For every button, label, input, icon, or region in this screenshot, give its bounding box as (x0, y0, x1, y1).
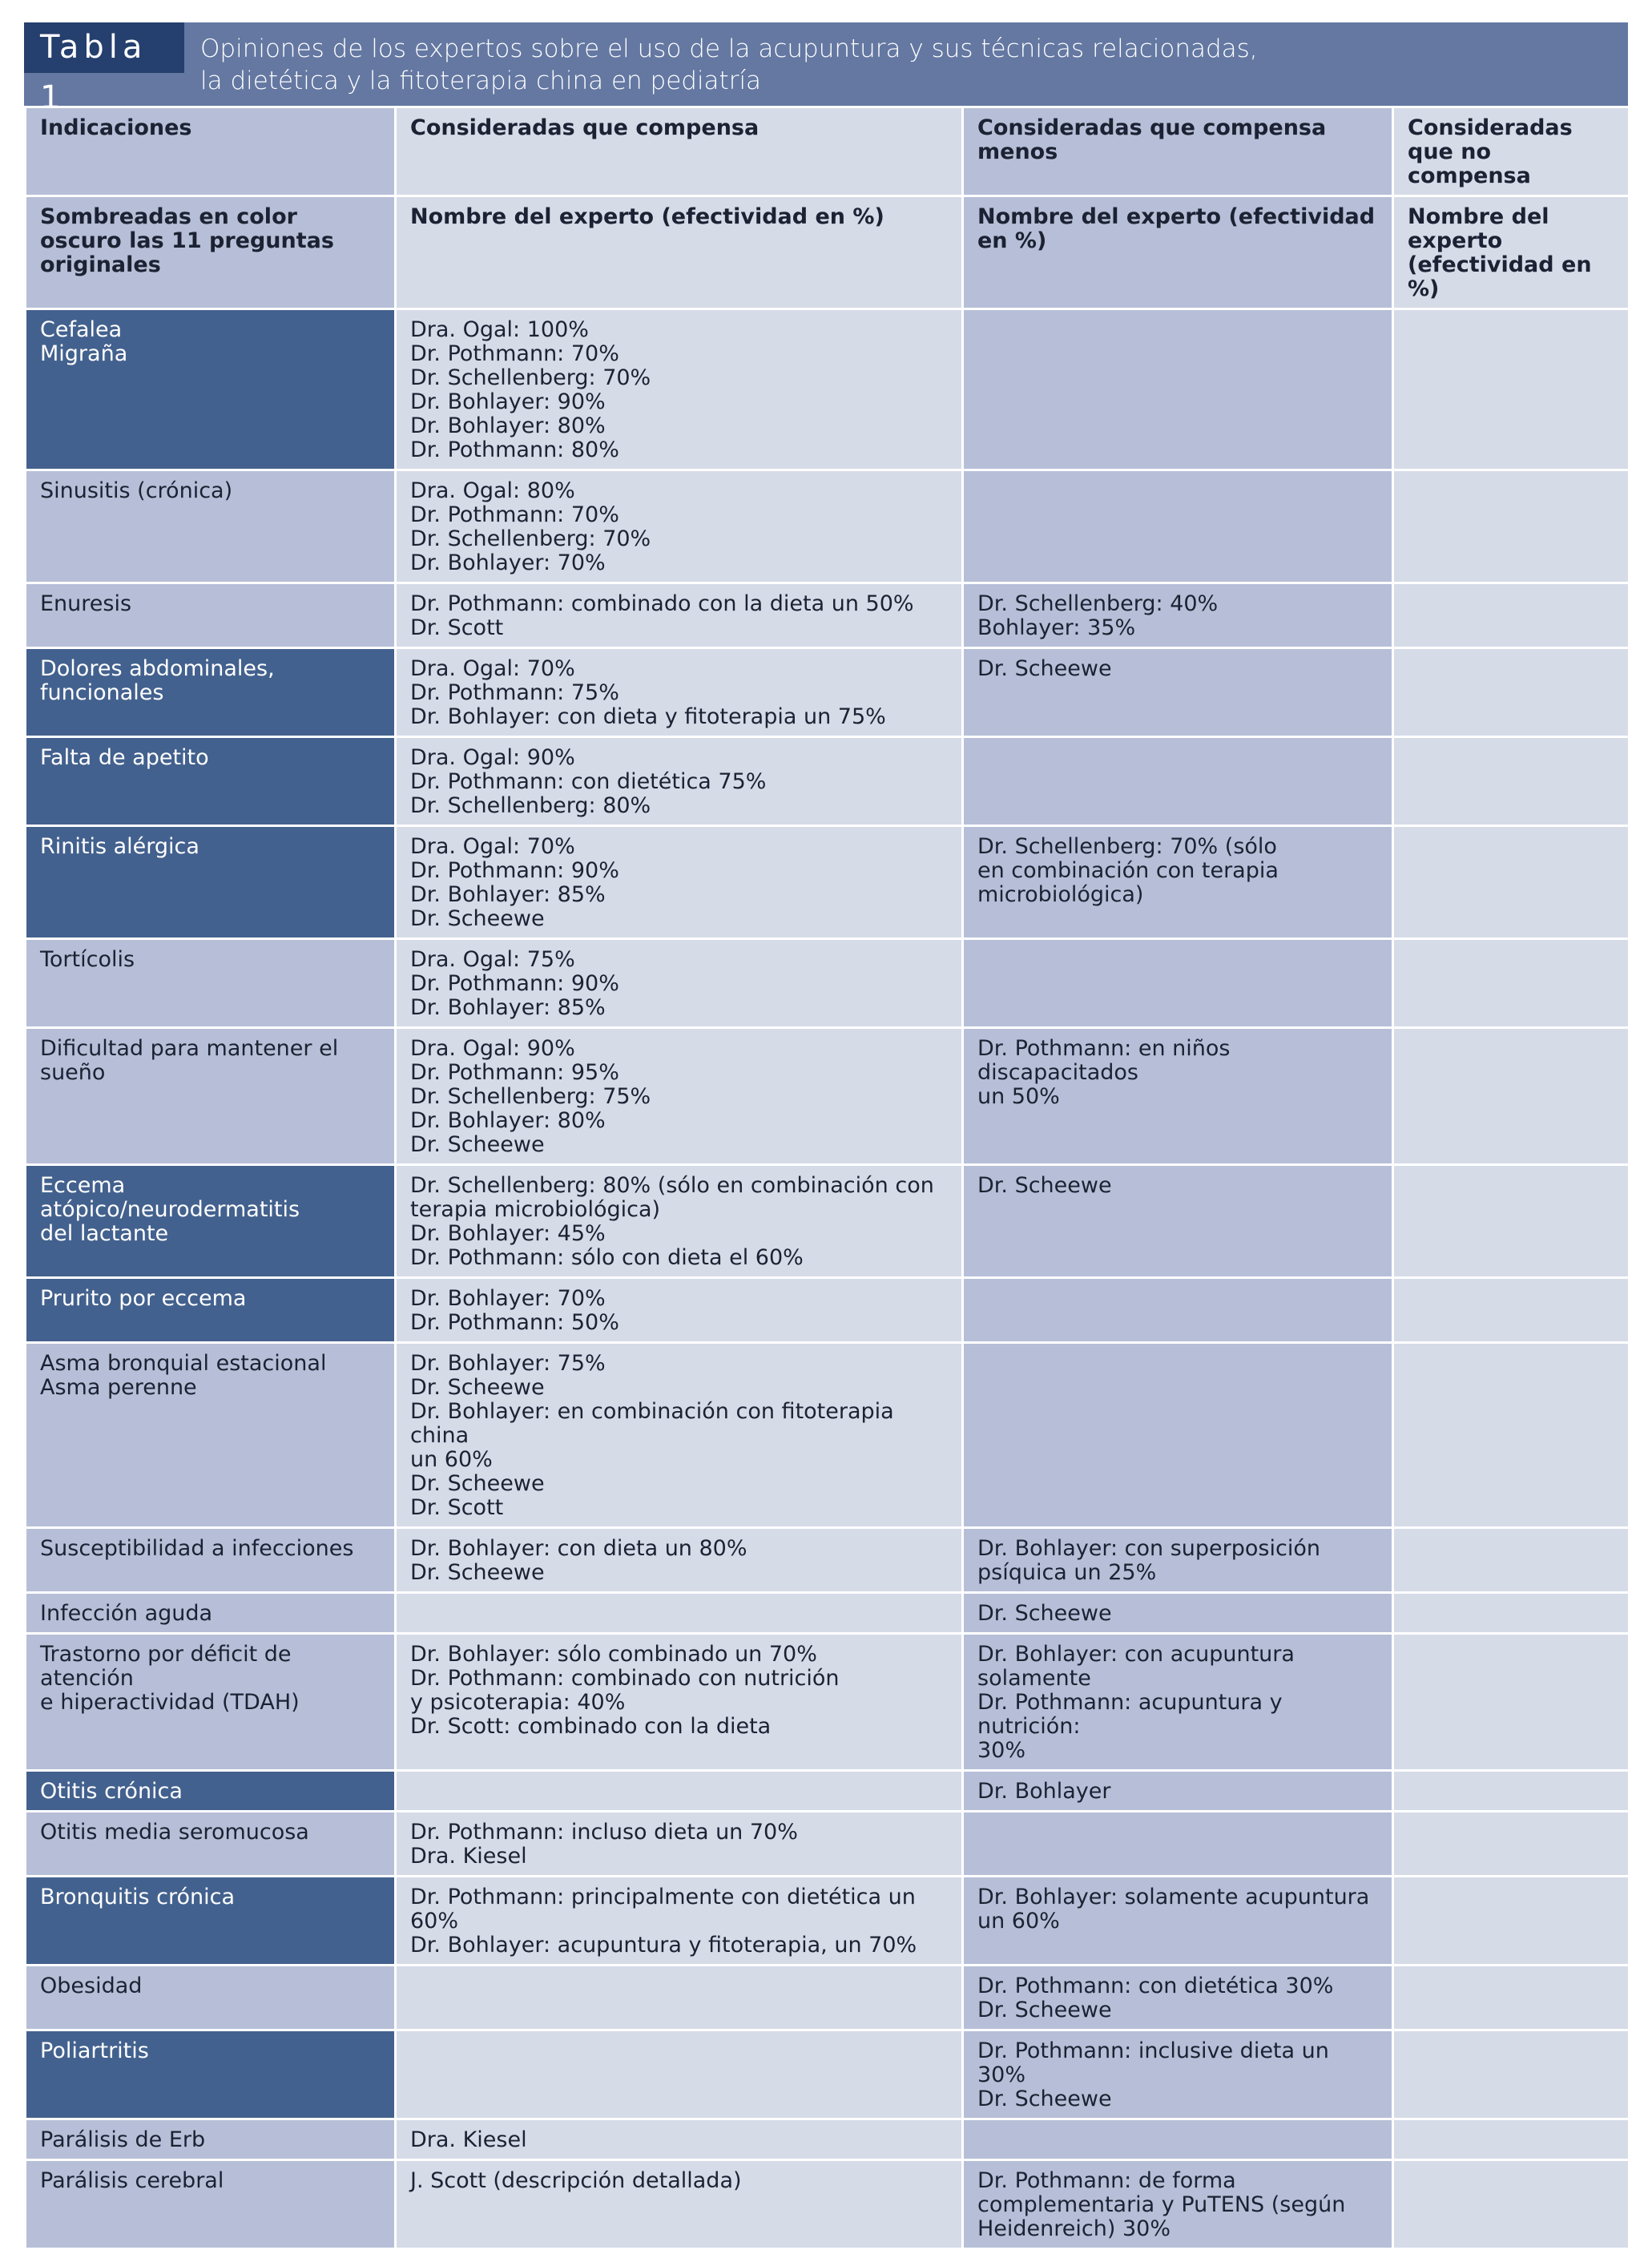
cell-line: Dr. Scheewe (977, 656, 1112, 681)
cell-no-compensa (1393, 648, 1630, 737)
cell-indicacion (26, 309, 396, 470)
table-row (26, 2030, 1630, 2119)
cell-line: Dolores abdominales, (40, 656, 275, 681)
cell-no-compensa (1393, 826, 1630, 939)
table-title (200, 33, 1610, 97)
cell-no-compensa (1393, 737, 1630, 826)
cell-compensa (396, 1812, 963, 1877)
cell-line: Dr. Scott (410, 615, 504, 640)
cell-line: Tortícolis (40, 947, 135, 972)
cell-compensa (396, 1343, 963, 1528)
cell-line: Dr. Bohlayer: acupuntura y fitoterapia, un 70% (410, 1933, 917, 1958)
cell-line: Dr. Pothmann: 90% (410, 858, 619, 883)
cell-compensa (396, 2119, 963, 2160)
cell-compensa-menos (963, 1028, 1393, 1165)
table-row (26, 2160, 1630, 2249)
cell-line: Dr. Bohlayer: con dieta y fitoterapia un 75% (410, 704, 886, 729)
cell-no-compensa (1393, 1528, 1630, 1593)
cell-compensa (396, 470, 963, 583)
cell-compensa-menos (963, 939, 1393, 1028)
cell-compensa-menos (963, 2030, 1393, 2119)
cell-compensa (396, 583, 963, 648)
cell-no-compensa (1393, 2119, 1630, 2160)
cell-line: Dr. Scheewe (410, 1560, 545, 1585)
cell-compensa-menos (963, 583, 1393, 648)
cell-line: Migraña (40, 341, 128, 366)
header-compensa: Consideradas que compensa (396, 107, 963, 196)
cell-line: Poliartritis (40, 2038, 149, 2063)
cell-line: Dr. Schellenberg: 75% (410, 1084, 651, 1109)
cell-compensa (396, 1877, 963, 1966)
table-row (26, 939, 1630, 1028)
cell-line: Dr. Scott: combinado con la dieta (410, 1714, 772, 1739)
cell-indicacion (26, 1812, 396, 1877)
cell-line: terapia microbiológica) (410, 1197, 661, 1222)
cell-line: Dra. Kiesel (410, 1844, 527, 1869)
cell-indicacion (26, 826, 396, 939)
header-compensa-menos: Consideradas que compensa menos (963, 107, 1393, 196)
header-no-compensa: Consideradas que no compensa (1393, 107, 1630, 196)
cell-line: Dr. Bohlayer: 85% (410, 882, 606, 907)
cell-no-compensa (1393, 583, 1630, 648)
table-row (26, 1812, 1630, 1877)
cell-compensa (396, 1771, 963, 1812)
table-row (26, 1877, 1630, 1966)
cell-compensa (396, 309, 963, 470)
cell-line: Dr. Pothmann: 50% (410, 1310, 619, 1335)
cell-indicacion (26, 470, 396, 583)
cell-line: J. Scott (descripción detallada) (410, 2168, 742, 2193)
table-title-line: la dietética y la fitoterapia china en pediatría (200, 67, 762, 95)
cell-line: Falta de apetito (40, 745, 209, 770)
experts-table (24, 106, 1630, 2250)
cell-line: en combinación con terapia (977, 858, 1279, 883)
cell-compensa-menos (963, 2119, 1393, 2160)
cell-line: Dr. Pothmann: combinado con la dieta un 50% (410, 591, 914, 616)
cell-compensa-menos (963, 826, 1393, 939)
cell-indicacion (26, 1528, 396, 1593)
cell-indicacion (26, 1593, 396, 1634)
table-row (26, 648, 1630, 737)
table-figure (24, 22, 1628, 2250)
cell-no-compensa (1393, 470, 1630, 583)
cell-line: Enuresis (40, 591, 132, 616)
cell-no-compensa (1393, 2030, 1630, 2119)
cell-line: Dr. Bohlayer: con dieta un 80% (410, 1536, 747, 1561)
cell-line: Dr. Schellenberg: 70% (sólo (977, 834, 1277, 859)
table-row (26, 737, 1630, 826)
cell-line: Sinusitis (crónica) (40, 478, 233, 503)
cell-line: Dr. Pothmann: combinado con nutrición (410, 1666, 840, 1691)
cell-compensa (396, 826, 963, 939)
table-row (26, 1634, 1630, 1771)
cell-line: Dr. Scheewe (977, 1998, 1112, 2022)
subheader-row (26, 196, 1630, 309)
cell-line: Dr. Bohlayer: 80% (410, 413, 606, 438)
cell-indicacion (26, 583, 396, 648)
cell-line: y psicoterapia: 40% (410, 1690, 626, 1715)
cell-compensa (396, 939, 963, 1028)
cell-line: microbiológica) (977, 882, 1144, 907)
cell-line: 60% (410, 1909, 459, 1933)
cell-indicacion (26, 2030, 396, 2119)
table-row (26, 2119, 1630, 2160)
cell-line: Parálisis cerebral (40, 2168, 224, 2193)
cell-indicacion (26, 1028, 396, 1165)
cell-line: Eccema atópico/neurodermatitis (40, 1173, 300, 1222)
cell-compensa-menos (963, 1634, 1393, 1771)
table-body (26, 309, 1630, 2249)
cell-line: Dr. Pothmann: 70% (410, 502, 619, 527)
cell-line: Dr. Pothmann: 80% (410, 438, 619, 462)
table-banner (24, 22, 1628, 116)
cell-compensa-menos (963, 2160, 1393, 2249)
cell-line: e hiperactividad (TDAH) (40, 1690, 300, 1715)
table-row (26, 1343, 1630, 1528)
cell-line: Dra. Ogal: 90% (410, 745, 575, 770)
cell-line: Asma perenne (40, 1375, 197, 1400)
cell-compensa-menos (963, 1343, 1393, 1528)
cell-compensa-menos (963, 1528, 1393, 1593)
cell-line: solamente (977, 1666, 1091, 1691)
cell-line: Dr. Bohlayer: 85% (410, 995, 606, 1020)
cell-line: Dr. Bohlayer: 75% (410, 1351, 606, 1376)
cell-no-compensa (1393, 939, 1630, 1028)
subheader-indicaciones: Sombreadas en color oscuro las 11 preguntas originales (26, 196, 396, 309)
cell-line: Otitis crónica (40, 1779, 183, 1804)
cell-line: Dra. Ogal: 80% (410, 478, 575, 503)
cell-compensa-menos (963, 1278, 1393, 1343)
cell-line: sueño (40, 1060, 106, 1085)
cell-line: Dr. Bohlayer: en combinación con fitoterapia china (410, 1399, 894, 1448)
cell-indicacion (26, 1877, 396, 1966)
cell-compensa-menos (963, 648, 1393, 737)
cell-line: Infección aguda (40, 1601, 213, 1626)
cell-line: Otitis media seromucosa (40, 1820, 309, 1845)
cell-line: funcionales (40, 680, 164, 705)
table-row (26, 309, 1630, 470)
cell-compensa (396, 1593, 963, 1634)
cell-line: Cefalea (40, 317, 123, 342)
cell-line: Dr. Pothmann: en niños discapacitados (977, 1036, 1231, 1085)
cell-line: Dr. Pothmann: incluso dieta un 70% (410, 1820, 798, 1845)
cell-indicacion (26, 1771, 396, 1812)
cell-line: Bronquitis crónica (40, 1885, 236, 1909)
cell-line: Dr. Pothmann: inclusive dieta un 30% (977, 2038, 1329, 2087)
cell-line: Susceptibilidad a infecciones (40, 1536, 354, 1561)
cell-line: Dr. Schellenberg: 70% (410, 526, 651, 551)
table-row (26, 1771, 1630, 1812)
cell-compensa (396, 2030, 963, 2119)
table-row (26, 470, 1630, 583)
cell-indicacion (26, 939, 396, 1028)
cell-line: Trastorno por déficit de atención (40, 1642, 292, 1691)
cell-compensa (396, 648, 963, 737)
cell-no-compensa (1393, 1634, 1630, 1771)
table-row (26, 1528, 1630, 1593)
cell-indicacion (26, 1966, 396, 2030)
cell-line: Dr. Pothmann: acupuntura y nutrición: (977, 1690, 1283, 1739)
cell-compensa (396, 1028, 963, 1165)
cell-no-compensa (1393, 1278, 1630, 1343)
table-row (26, 1165, 1630, 1278)
cell-line: Parálisis de Erb (40, 2127, 206, 2152)
cell-line: Dr. Pothmann: con dietética 30% (977, 1974, 1334, 1998)
cell-indicacion (26, 1278, 396, 1343)
cell-line: Dra. Ogal: 70% (410, 834, 575, 859)
cell-line: Dr. Bohlayer (977, 1779, 1111, 1804)
subheader-no-compensa: Nombre del experto (efectividad en %) (1393, 196, 1630, 309)
table-row (26, 583, 1630, 648)
cell-compensa (396, 1966, 963, 2030)
subheader-compensa-menos: Nombre del experto (efectividad en %) (963, 196, 1393, 309)
cell-compensa-menos (963, 1771, 1393, 1812)
cell-line: Dr. Bohlayer: con superposición (977, 1536, 1320, 1561)
cell-compensa-menos (963, 1877, 1393, 1966)
cell-indicacion (26, 2119, 396, 2160)
cell-line: Dr. Pothmann: 95% (410, 1060, 619, 1085)
table-row (26, 1278, 1630, 1343)
cell-line: Dr. Bohlayer: 90% (410, 389, 606, 414)
cell-line: Dr. Pothmann: 90% (410, 971, 619, 996)
cell-line: psíquica un 25% (977, 1560, 1157, 1585)
cell-no-compensa (1393, 1165, 1630, 1278)
cell-line: Dr. Bohlayer: sólo combinado un 70% (410, 1642, 817, 1667)
cell-no-compensa (1393, 1771, 1630, 1812)
cell-compensa-menos (963, 1593, 1393, 1634)
cell-line: Dr. Bohlayer: con acupuntura (977, 1642, 1295, 1667)
cell-indicacion (26, 1343, 396, 1528)
cell-line: Prurito por eccema (40, 1286, 247, 1311)
cell-line: Dr. Schellenberg: 80% (sólo en combinación con (410, 1173, 934, 1198)
cell-line: Obesidad (40, 1974, 143, 1998)
cell-line: un 60% (977, 1909, 1060, 1933)
cell-indicacion (26, 648, 396, 737)
cell-line: Asma bronquial estacional (40, 1351, 327, 1376)
cell-compensa-menos (963, 470, 1393, 583)
cell-indicacion (26, 737, 396, 826)
table-row (26, 1028, 1630, 1165)
cell-indicacion (26, 2160, 396, 2249)
cell-line: Dr. Bohlayer: 45% (410, 1221, 606, 1246)
table-row (26, 1966, 1630, 2030)
table-row (26, 1593, 1630, 1634)
cell-line: complementaria y PuTENS (según (977, 2192, 1346, 2217)
cell-indicacion (26, 1634, 396, 1771)
cell-line: Dr. Pothmann: 75% (410, 680, 619, 705)
cell-line: Dr. Pothmann: 70% (410, 341, 619, 366)
cell-line: Heidenreich) 30% (977, 2216, 1171, 2241)
cell-no-compensa (1393, 1812, 1630, 1877)
cell-line: Dr. Pothmann: sólo con dieta el 60% (410, 1245, 804, 1270)
cell-compensa-menos (963, 1165, 1393, 1278)
cell-no-compensa (1393, 1966, 1630, 2030)
cell-line: Dr. Schellenberg: 40% (977, 591, 1219, 616)
cell-line: Dificultad para mantener el (40, 1036, 339, 1061)
cell-line: Dr. Bohlayer: 80% (410, 1108, 606, 1133)
cell-no-compensa (1393, 2160, 1630, 2249)
cell-line: 30% (977, 1738, 1026, 1763)
cell-line: Dr. Schellenberg: 70% (410, 365, 651, 390)
header-indicaciones: Indicaciones (26, 107, 396, 196)
cell-line: Dra. Ogal: 90% (410, 1036, 575, 1061)
cell-line: Dr. Bohlayer: 70% (410, 1286, 606, 1311)
header-row (26, 107, 1630, 196)
cell-line: Dr. Pothmann: principalmente con dietética un (410, 1885, 916, 1909)
cell-line: Dra. Ogal: 100% (410, 317, 589, 342)
cell-no-compensa (1393, 1877, 1630, 1966)
cell-line: Dr. Schellenberg: 80% (410, 793, 651, 818)
cell-compensa (396, 1634, 963, 1771)
cell-line: un 60% (410, 1447, 493, 1472)
cell-compensa-menos (963, 1812, 1393, 1877)
cell-line: Dr. Scott (410, 1495, 504, 1520)
cell-line: Dr. Pothmann: con dietética 75% (410, 769, 767, 794)
cell-line: Dr. Bohlayer: solamente acupuntura (977, 1885, 1370, 1909)
cell-line: Dr. Scheewe (410, 1375, 545, 1400)
table-row (26, 826, 1630, 939)
cell-line: Dr. Scheewe (977, 1173, 1112, 1198)
cell-compensa (396, 1528, 963, 1593)
cell-compensa (396, 2160, 963, 2249)
cell-no-compensa (1393, 309, 1630, 470)
cell-compensa (396, 1278, 963, 1343)
cell-line: Dr. Scheewe (977, 1601, 1112, 1626)
cell-line: un 50% (977, 1084, 1060, 1109)
cell-line: del lactante (40, 1221, 169, 1246)
table-label: Tabla 1 (24, 22, 184, 73)
cell-compensa (396, 1165, 963, 1278)
cell-line: Dr. Scheewe (410, 1471, 545, 1496)
cell-no-compensa (1393, 1593, 1630, 1634)
cell-line: Dr. Scheewe (977, 2087, 1112, 2111)
cell-compensa-menos (963, 309, 1393, 470)
cell-line: Dra. Ogal: 75% (410, 947, 575, 972)
cell-line: Dr. Scheewe (410, 1132, 545, 1157)
cell-indicacion (26, 1165, 396, 1278)
cell-line: Dra. Kiesel (410, 2127, 527, 2152)
cell-line: Bohlayer: 35% (977, 615, 1136, 640)
table-title-line: Opiniones de los expertos sobre el uso de la acupuntura y sus técnicas relacionadas, (200, 34, 1258, 63)
cell-no-compensa (1393, 1028, 1630, 1165)
subheader-compensa: Nombre del experto (efectividad en %) (396, 196, 963, 309)
cell-compensa-menos (963, 737, 1393, 826)
cell-compensa (396, 737, 963, 826)
cell-line: Dra. Ogal: 70% (410, 656, 575, 681)
cell-line: Dr. Pothmann: de forma (977, 2168, 1236, 2193)
cell-line: Rinitis alérgica (40, 834, 199, 859)
cell-line: Dr. Bohlayer: 70% (410, 550, 606, 575)
cell-line: Dr. Scheewe (410, 906, 545, 931)
cell-compensa-menos (963, 1966, 1393, 2030)
cell-no-compensa (1393, 1343, 1630, 1528)
